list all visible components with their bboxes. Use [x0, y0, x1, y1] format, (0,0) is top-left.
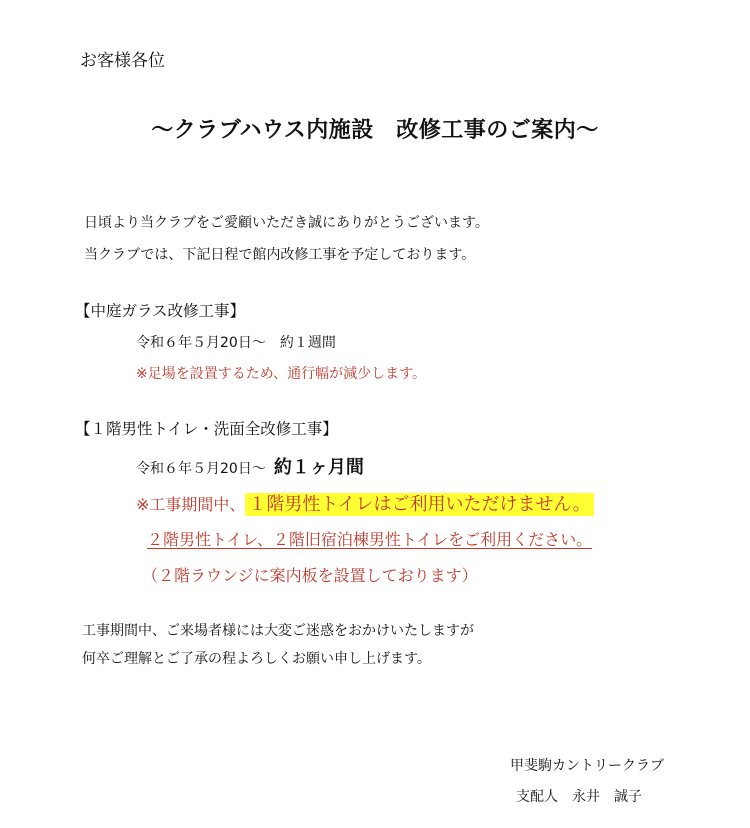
closing-line: 工事期間中、ご来場者様には大変ご迷惑をおかけいたしますが: [82, 623, 474, 639]
note-prefix: ※工事期間中、: [136, 495, 246, 514]
greeting: お客様各位: [80, 51, 165, 71]
highlighted-notice: １階男性トイレはご利用いただけません。: [245, 493, 593, 516]
section-duration: 約１ヶ月間: [273, 457, 364, 478]
section-note-restroom-closed: [136, 494, 594, 516]
intro-line: 日頃より当クラブをご愛顧いただき誠にありがとうございます。: [84, 215, 489, 231]
section-note-alternative-restrooms: ２階男性トイレ、２階旧宿泊棟男性トイレをご利用ください。: [147, 530, 593, 549]
section-note-signboard: （２階ラウンジに案内板を設置しております）: [142, 566, 478, 585]
section-heading-courtyard-glass: 【中庭ガラス改修工事】: [75, 302, 246, 320]
signature-person: 支配人 永井 誠子: [516, 789, 642, 805]
section-date-restroom: [136, 457, 364, 479]
section-date-courtyard-glass: 令和６年５月20日～ 約１週間: [136, 335, 336, 351]
intro-line: 当クラブでは、下記日程で館内改修工事を予定しております。: [84, 247, 476, 263]
page-title: ～クラブハウス内施設 改修工事のご案内～: [151, 118, 599, 143]
closing-line: 何卒ご理解とご了承の程よろしくお願い申し上げます。: [82, 651, 431, 667]
section-note-courtyard-glass: ※足場を設置するため、通行幅が減少します。: [136, 366, 427, 382]
section-heading-restroom: 【１階男性トイレ・洗面全改修工事】: [75, 420, 338, 438]
signature-organization: 甲斐駒カントリークラブ: [510, 758, 664, 774]
section-date-text: 令和６年５月20日～: [136, 461, 266, 477]
